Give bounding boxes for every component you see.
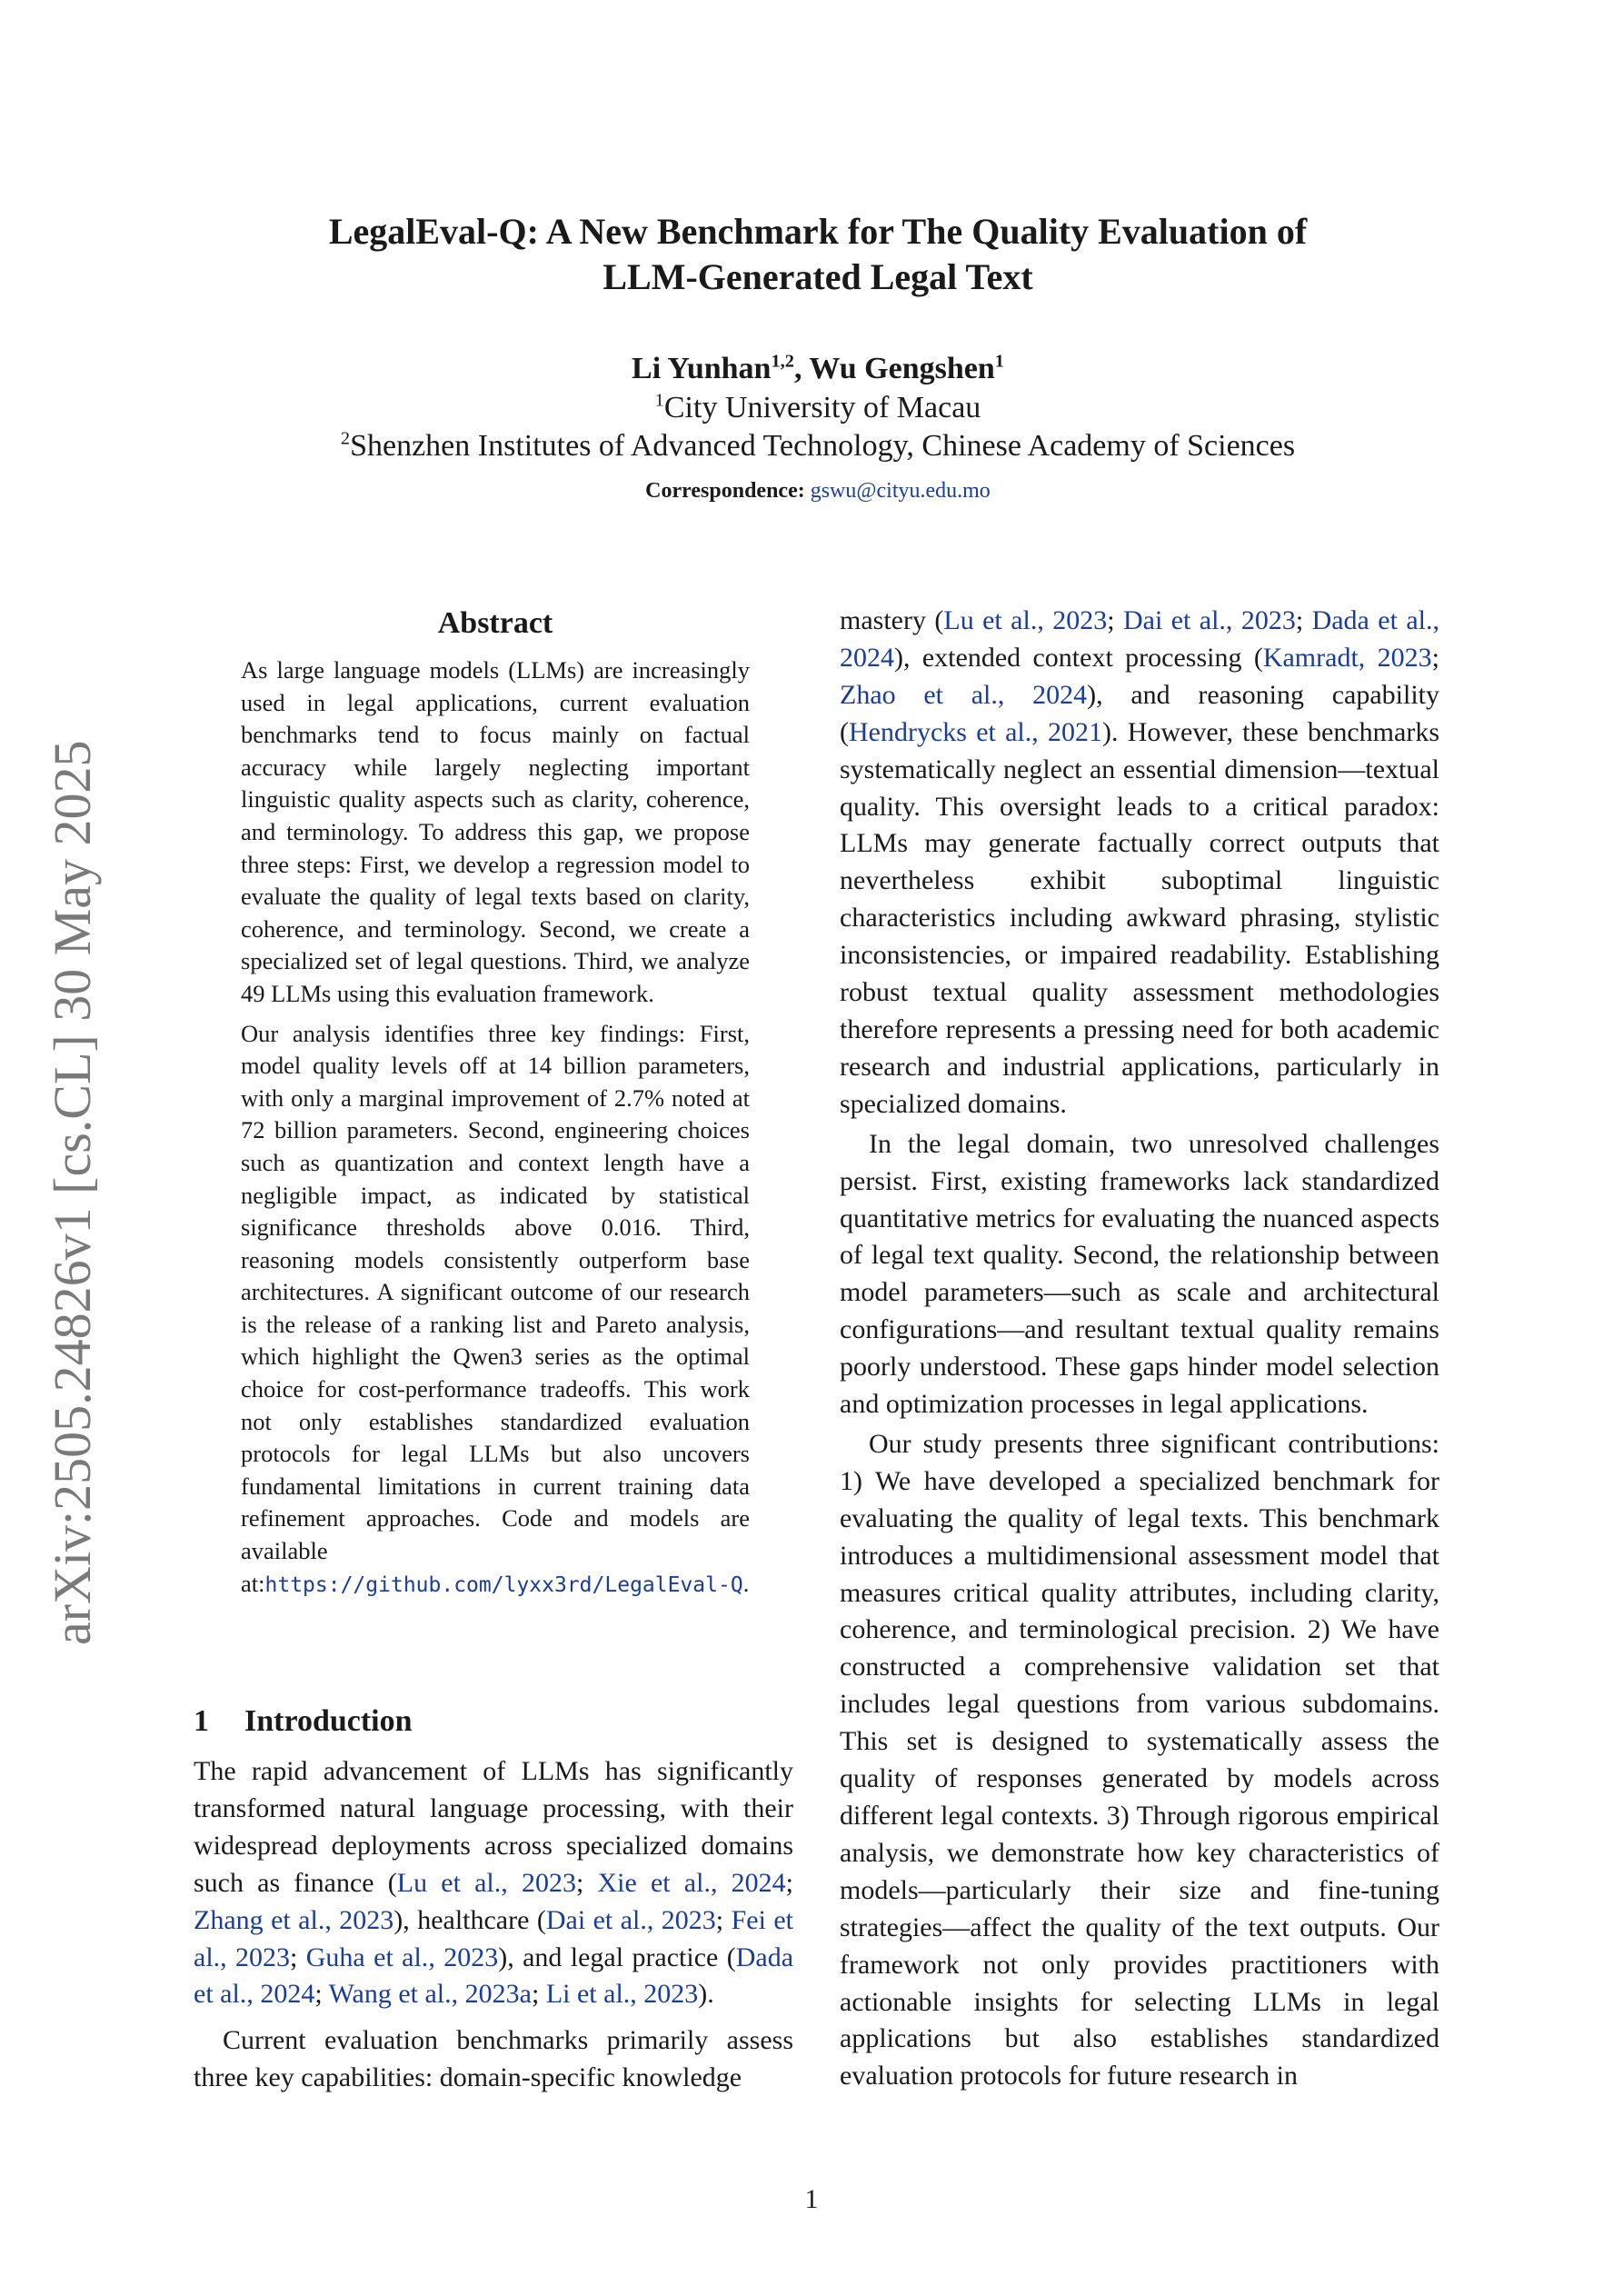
abstract-paragraph-2 xyxy=(241,1018,750,1602)
citation-year: 2023 xyxy=(1240,605,1296,635)
citation-year: 2023 xyxy=(339,1904,394,1935)
citation-author: Zhao et al. xyxy=(840,679,998,710)
citation-link[interactable]: Zhao et al., 2024 xyxy=(840,679,1088,710)
affiliation-1-name: City University of Macau xyxy=(663,391,981,424)
arxiv-identifier: arXiv:2505.24826v1 [cs.CL] 30 May 2025 xyxy=(43,740,102,1645)
page-number: 1 xyxy=(804,2184,819,2214)
citation-author: Dai et al. xyxy=(545,1904,647,1935)
citation-link[interactable]: Li et al., 2023 xyxy=(545,1979,699,2010)
citation-year: 2024 xyxy=(840,642,894,673)
title-line-1: LegalEval-Q: A New Benchmark for The Quality Evaluation of xyxy=(328,211,1308,252)
right-column-body xyxy=(840,603,1439,2095)
body-text: ). However, these benchmarks systematically neglect an essential dimension—textual quality. This oversight leads to a critical paradox: LLMs may generate factually correct outputs that nevertheless exhibit suboptimal linguistic characteristics including awkward phrasing, stylistic inconsistencies, or impaired readability. Establishing robust textual quality assessment methodologies therefore represents a pressing need for both academic research and industrial applications, particularly in specialized domains. xyxy=(840,716,1439,1119)
intro-text: ), healthcare ( xyxy=(393,1904,546,1935)
citation-link[interactable]: Lu et al., 2023 xyxy=(396,1867,576,1898)
correspondence-email-link[interactable]: gswu@cityu.edu.mo xyxy=(810,479,991,503)
affiliation-1-marker: 1 xyxy=(654,390,664,411)
citation-author: Lu et al. xyxy=(943,605,1038,635)
citation-link[interactable]: Wang et al., 2023a xyxy=(328,1979,532,2010)
abstract-end-period: . xyxy=(742,1569,750,1597)
author-2-affil-marker: 1 xyxy=(994,351,1004,372)
citation-year: 2024 xyxy=(1032,679,1088,710)
author-2: Wu Gengshen xyxy=(809,352,995,385)
right-paragraph-1: mastery (Lu et al., 2023; Dai et al., 2023; Dada et al., 2024), extended context processing (Kamradt, 2023; Zhao et al., 2024), and reasoning capability (Hendrycks et al., 2021). However, these benchmarks systematically neglect an essential dimension—textual quality. This oversight leads to a critical paradox: LLMs may generate factually correct outputs that nevertheless exhibit suboptimal linguistic characteristics including awkward phrasing, stylistic inconsistencies, or impaired readability. Establishing robust textual quality assessment methodologies therefore represents a pressing need for both academic research and industrial applications, particularly in specialized domains. xyxy=(840,605,1440,1119)
correspondence-label: Correspondence: xyxy=(645,479,805,503)
citation-author: Dai et al. xyxy=(1122,605,1226,635)
right-paragraph-2: In the legal domain, two unresolved challenges persist. First, existing frameworks lack standardized quantitative metrics for evaluating the nuanced aspects of legal text quality. Second, the relationship between model parameters—such as scale and architectural configurations—and resultant textual quality remains poorly understood. These gaps hinder model selection and optimization processes in legal applications. xyxy=(840,1128,1439,1420)
author-separator: , xyxy=(793,352,810,385)
abstract-paragraph-1: As large language models (LLMs) are increasingly used in legal applications, current evaluation benchmarks tend to focus mainly on factual accuracy while largely neglecting important linguistic quality aspects such as clarity, coherence, and terminology. To address this gap, we propose three steps: First, we develop a regression model to evaluate the quality of legal texts based on clarity, coherence, and terminology. Second, we create a specialized set of legal questions. Third, we analyze 49 LLMs using this evaluation framework. xyxy=(241,656,750,1007)
citation-author: Wang et al. xyxy=(328,1979,452,2010)
citation-link[interactable]: Zhang et al., 2023 xyxy=(194,1904,394,1935)
body-text: mastery ( xyxy=(840,605,944,635)
section-title: Introduction xyxy=(244,1704,413,1738)
affiliation-2-marker: 2 xyxy=(340,428,351,449)
citation-link[interactable]: Lu et al., 2023 xyxy=(943,605,1108,635)
citation-year: 2023 xyxy=(443,1942,499,1972)
abstract-body xyxy=(241,654,750,1602)
affiliation-2-name: Shenzhen Institutes of Advanced Technology, Chinese Academy of Sciences xyxy=(350,429,1296,463)
citation-year: 2023 xyxy=(643,1979,699,2010)
citation-author: Fei et al. xyxy=(194,1904,793,1972)
citation-link[interactable]: Dai et al., 2023 xyxy=(545,1904,716,1935)
citation-author: Kamradt xyxy=(1262,642,1359,673)
abstract-paragraph-2-text: Our analysis identifies three key findings: First, model quality levels off at 14 billion parameters, with only a marginal improvement of 2.7% noted at 72 billion parameters. Second, engineering choices such as quantization and context length have a negligible impact, as indicated by statistical significance thresholds above 0.016. Third, reasoning models consistently outperform base architectures. A significant outcome of our research is the release of a ranking list and Pareto analysis, which highlight the Qwen3 series as the optimal choice for cost-performance tradeoffs. This work not only establishes standardized evaluation protocols for legal LLMs but also uncovers fundamental limitations in current training data refinement approaches. Code and models are available at: xyxy=(241,1019,750,1597)
section-number: 1 xyxy=(194,1704,209,1738)
code-repository-link[interactable]: https://github.com/lyxx3rd/LegalEval-Q xyxy=(264,1572,743,1597)
citation-year: 2023a xyxy=(464,1979,532,2010)
intro-paragraph-1: The rapid advancement of LLMs has significantly transformed natural language processing, with their widespread deployments across specialized domains such as finance (Lu et al., 2023; Xie et al., 2024; Zhang et al., 2023), healthcare (Dai et al., 2023; Fei et al., 2023; Guha et al., 2023), and legal practice (Dada et al., 2024; Wang et al., 2023a; Li et al., 2023). xyxy=(194,1756,794,2010)
citation-link[interactable]: Fei et al., 2023 xyxy=(194,1904,793,1972)
affiliation-2 xyxy=(136,427,1499,465)
citation-author: Zhang et al. xyxy=(194,1904,325,1935)
citation-author: Dada et al. xyxy=(1311,605,1433,635)
citation-author: Xie et al. xyxy=(597,1867,711,1898)
section-heading-introduction xyxy=(194,1702,413,1742)
citation-year: 2023 xyxy=(521,1867,576,1898)
left-column-body xyxy=(194,1753,793,2097)
body-text: ), and reasoning capability ( xyxy=(840,679,1439,747)
title-line-2: LLM-Generated Legal Text xyxy=(602,256,1033,297)
citation-link[interactable]: Dada et al., 2024 xyxy=(194,1942,794,2010)
citation-author: Hendrycks et al. xyxy=(849,716,1032,747)
intro-text: The rapid advancement of LLMs has significantly transformed natural language processing, with their widespread deployments across specialized domains such as finance ( xyxy=(194,1756,793,1898)
affiliation-1 xyxy=(136,389,1499,427)
citation-year: 2023 xyxy=(1052,605,1108,635)
right-paragraph-3: Our study presents three significant contributions: 1) We have developed a specialized benchmark for evaluating the quality of legal texts. This benchmark introduces a multidimensional assessment model that measures critical quality attributes, including clarity, coherence, and terminological precision. 2) We have constructed a comprehensive validation set that includes legal questions from various subdomains. This set is designed to systematically assess the quality of responses generated by models across different legal contexts. 3) Through rigorous empirical analysis, we demonstrate how key characteristics of models—particularly their size and fine-tuning strategies—affect the quality of the text outputs. Our framework not only provides practitioners with actionable insights for selecting LLMs in legal applications but also establishes standardized evaluation protocols for future research in xyxy=(840,1428,1439,2091)
author-list xyxy=(136,350,1499,388)
citation-year: 2023 xyxy=(661,1904,716,1935)
intro-text: ), and legal practice ( xyxy=(498,1942,736,1972)
correspondence xyxy=(136,476,1499,505)
abstract-heading: Abstract xyxy=(437,606,553,640)
author-1: Li Yunhan xyxy=(632,352,772,385)
citation-link[interactable]: Xie et al., 2024 xyxy=(597,1867,786,1898)
citation-year: 2024 xyxy=(260,1979,315,2010)
citation-link[interactable]: Guha et al., 2023 xyxy=(305,1942,499,1972)
citation-link[interactable]: Dada et al., 2024 xyxy=(840,605,1439,673)
citation-year: 2023 xyxy=(1377,642,1432,673)
citation-link[interactable]: Dai et al., 2023 xyxy=(1122,605,1296,635)
citation-author: Guha et al. xyxy=(305,1942,429,1972)
intro-paragraph-2: Current evaluation benchmarks primarily assess three key capabilities: domain-specific knowledge xyxy=(194,2025,793,2093)
citation-author: Li et al. xyxy=(545,1979,631,2010)
citation-year: 2021 xyxy=(1047,716,1102,747)
citation-link[interactable]: Hendrycks et al., 2021 xyxy=(849,716,1102,747)
citation-link[interactable]: Kamradt, 2023 xyxy=(1262,642,1432,673)
citation-author: Dada et al. xyxy=(194,1942,794,2010)
paper-title xyxy=(136,209,1499,300)
intro-text: ). xyxy=(698,1979,714,2010)
citation-year: 2024 xyxy=(731,1867,786,1898)
author-1-affil-marker: 1,2 xyxy=(771,351,794,372)
body-text: ), extended context processing ( xyxy=(894,642,1263,673)
citation-author: Lu et al. xyxy=(396,1867,502,1898)
citation-year: 2023 xyxy=(235,1942,291,1972)
